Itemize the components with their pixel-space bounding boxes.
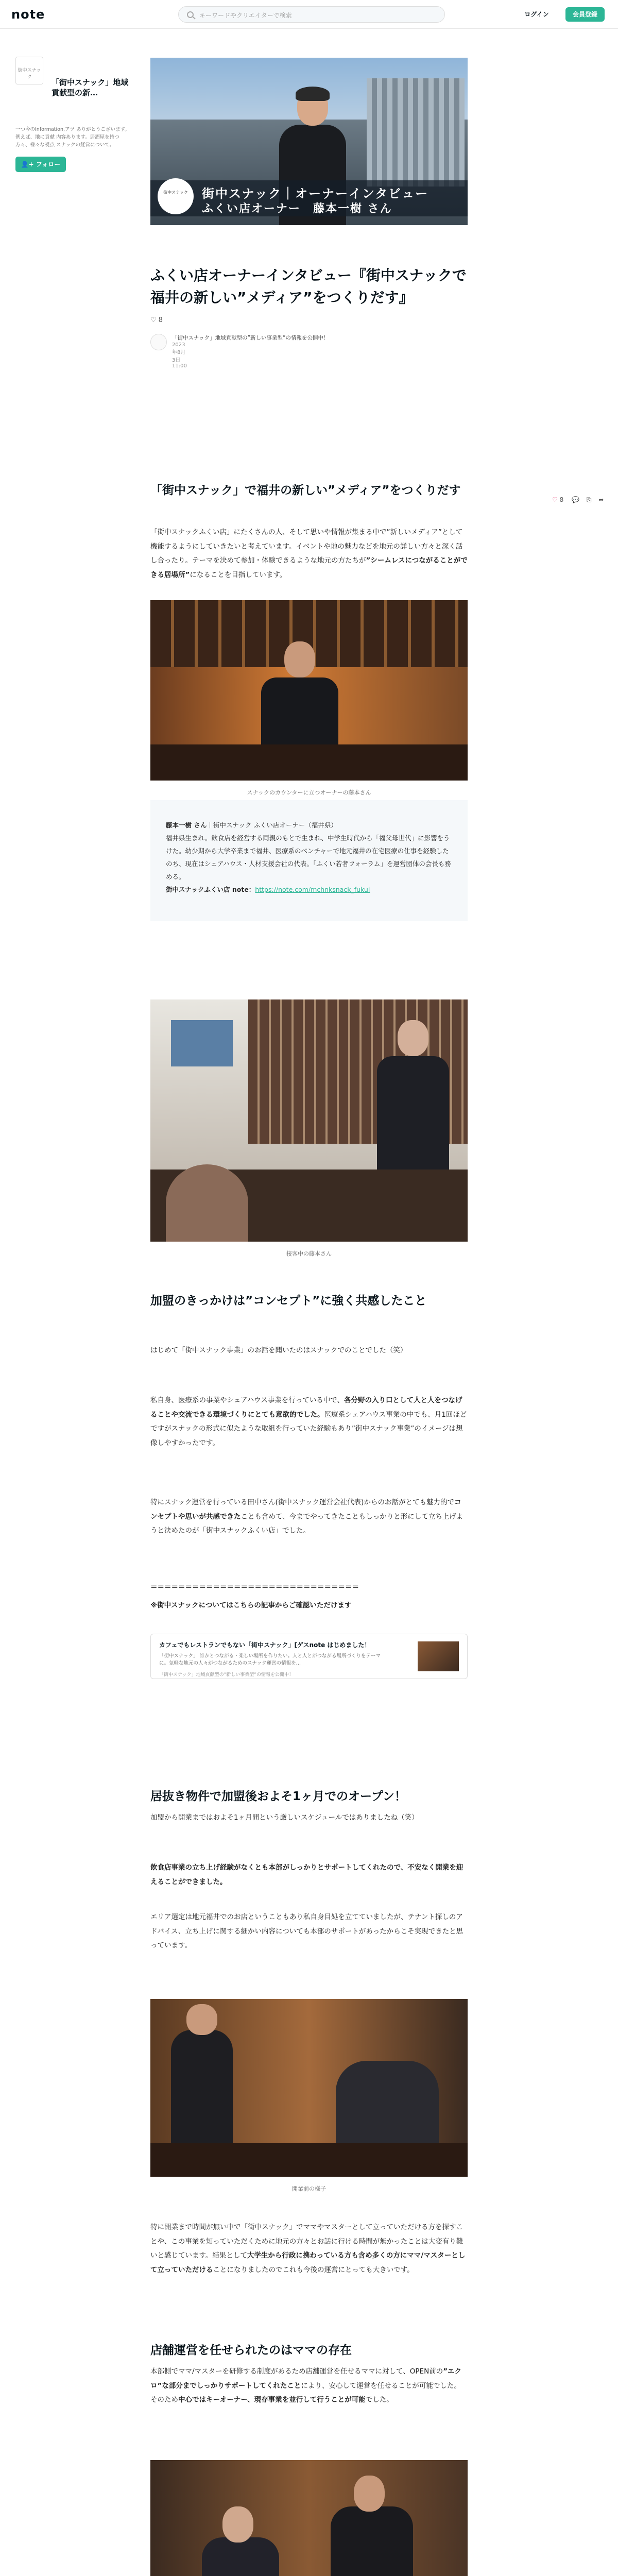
publish-date: 2023年8月3日 11:00 <box>172 342 187 369</box>
profile-link[interactable]: https://note.com/mchnksnack_fukui <box>255 886 370 893</box>
paragraph: 加盟から開業まではおよそ1ヶ月間という厳しいスケジュールではありましたね（笑） <box>150 1814 419 1822</box>
signup-button[interactable]: 会員登録 <box>565 7 605 22</box>
login-button[interactable]: ログイン <box>524 11 549 18</box>
embed-thumbnail <box>418 1641 459 1671</box>
author-avatar[interactable] <box>150 334 167 350</box>
follow-label: フォロー <box>36 160 61 168</box>
follow-button[interactable] <box>15 157 66 172</box>
article-title: ふくい店オーナーインタビュー『街中スナックで福井の新しい”メディア”をつくりだす』 <box>150 267 467 307</box>
top-header <box>0 0 618 29</box>
magazine-sidebar <box>15 57 129 172</box>
embed-title: カフェでもレストランでもない「街中スナック」[ゲスnote はじめました！ <box>159 1641 371 1649</box>
follow-icon: 👤+ <box>21 160 34 168</box>
paragraph: 本部側でママ/マスターを研修する制度があるため店舗運営を任せるママに対して、OPEN前の”エクロ”な部分までしっかりサポートしてくれたことにより、安心して運営を任せることが可能でした。そのため中心ではキーオーナー、現存事業を並行して行うことが可能でした。 <box>150 2367 462 2404</box>
photo-owner-and-mama <box>150 2460 468 2576</box>
photo-counter-owner <box>150 600 468 781</box>
heart-icon[interactable]: ♡ <box>150 316 157 324</box>
section-heading-2: 加盟のきっかけは”コンセプト”に強く共感したこと <box>150 1294 427 1308</box>
paragraph: 「街中スナックふくい店」にたくさんの人、そして思いや情報が集まる中で”新しいメディア”として機能するようにしていきたいと考えています。イベントや地の魅力などを地元の詳しい方々と深く話し合ったり。テーマを決めて参加・体験できるような地元の方たちが”シームレスにつながることができる居場所”になることを目指しています。 <box>150 528 468 580</box>
hero-title-line1: 街中スナック｜オーナーインタビュー <box>202 187 429 201</box>
hero-image <box>150 58 468 225</box>
search-input[interactable] <box>178 6 445 23</box>
search-placeholder: キーワードやクリエイターで検索 <box>199 12 292 19</box>
hero-title-line2: ふくい店オーナー 藤本一樹 さん <box>202 202 392 215</box>
profile-name: 藤本一樹 さん <box>166 821 207 829</box>
author-name[interactable]: 「街中スナック」地域貢献型の”新しい事業型”の情報を公開中！ <box>172 335 329 341</box>
paragraph: 飲食店事業の立ち上げ経験がなくとも本部がしっかりとサポートしてくれたので、不安なく開業を迎えることができました。 <box>150 1863 464 1886</box>
photo-caption: スナックのカウンターに立つオーナーの藤本さん <box>247 789 371 796</box>
embed-description: 「街中スナック」 誰かとつながる・楽しい場所を作りたい。人と人とがつながる場所づくりをテーマに。気軽な地元の人々がつながるためのスナック運営の情報を… <box>159 1653 381 1667</box>
magazine-thumbnail[interactable]: 街中スナック <box>15 57 43 84</box>
like-row <box>150 316 163 324</box>
separator-line: ＝＝＝＝＝＝＝＝＝＝＝＝＝＝＝＝＝＝＝＝＝＝＝＝＝＝＝＝＝＝ <box>150 1583 359 1591</box>
bookmark-icon[interactable]: ⎘ <box>586 496 592 503</box>
paragraph: はじめて「街中スナック事業」のお話を聞いたのはスナックでのことでした（笑） <box>150 1346 407 1354</box>
paragraph: 特にスナック運営を行っている田中さん(街中スナック運営会社代表)からのお話がとても魅力的でコンセプトや思いが共感できたことも含めて、今までやってきたこともしっかりと形にして立ち上げようと決めたのが「街中スナックふくい店」でした。 <box>150 1498 464 1535</box>
section-heading-3: 居抜き物件で加盟後およそ1ヶ月でのオープン！ <box>150 1790 406 1803</box>
magazine-title[interactable]: 「街中スナック」地域貢献型の新… <box>52 78 129 98</box>
photo-before-opening <box>150 1999 468 2177</box>
search-icon <box>187 11 194 18</box>
profile-note: 街中スナックふくい店 note： <box>166 886 255 893</box>
photo-caption: 開業前の様子 <box>292 2185 326 2192</box>
like-count-side: 8 <box>559 496 564 503</box>
embedded-article-card[interactable] <box>150 1634 468 1679</box>
side-action-bar <box>552 496 614 506</box>
heart-icon[interactable]: ♡ <box>552 496 558 503</box>
photo-serving <box>150 999 468 1242</box>
paragraph: 特に開業まで時間が無い中で「街中スナック」でママやマスターとして立っていただける方を探すことや、この事業を知っていただくために地元の方々とお話に行ける時間が無かったことは大変有り難いと感じています。結果として大学生から行政に携わっている方も含め多くの方にママ/マスターとして立っていただけることになりましたのでこれも今後の運営にとっても大きいです。 <box>150 2223 466 2275</box>
paragraph: エリア選定は地元福井でのお店ということもあり私自身目処を立てていましたが、テナント探しのアドバイス、立ち上げに関する細かい内容についても本部のサポートがあったからこそ実現できたと思っています。 <box>150 1913 464 1950</box>
hero-badge: 街中スナック <box>158 178 194 214</box>
comment-icon[interactable]: 💬 <box>572 496 580 503</box>
section-heading-4: 店舗運営を任せられたのはママの存在 <box>150 2344 352 2357</box>
share-icon[interactable]: ➦ <box>598 496 604 503</box>
profile-role: ｜街中スナック ふくい店オーナー（福井県） <box>207 821 337 829</box>
profile-body: 福井県生まれ。飲食店を経営する両親のもとで生まれ、中学生時代から「福父母世代」に影響をうけた。幼少期から大学卒業まで福井、医療系のベンチャーで地元福井の在宅医療の仕事を経験したのち、現在はシェアハウス・人材支援会社の代表。「ふくい若者フォーラム」を運営団体の会長も務める。 <box>166 834 451 880</box>
note-logo[interactable]: note <box>11 7 45 22</box>
embed-intro: ※街中スナックについてはこちらの記事からご確認いただけます <box>150 1601 352 1609</box>
paragraph: 私自身、医療系の事業やシェアハウス事業を行っている中で、各分野の入り口として人と人をつなげることや交流できる環境づくりにとても意欲的でした。医療系シェアハウス事業の中でも、月1回ほどですがスナックの形式に似たような取組を行っていた経験もあり”街中スナック事業”のイメージは想像しやすかったです。 <box>150 1396 467 1448</box>
photo-caption: 接客中の藤本さん <box>286 1250 332 1257</box>
magazine-description: 一つ今のInformation,アツ ありがとうございます。例えば、地に貢献 内容あります。居酒屋を持つ方々、様々な視点 スナックの経営について。 <box>15 127 130 148</box>
like-count: 8 <box>158 316 163 324</box>
profile-box <box>150 800 468 921</box>
embed-source: 「街中スナック」地域貢献型の”新しい事業型”の情報を公開中！ <box>159 1672 294 1677</box>
section-heading-1: 「街中スナック」で福井の新しい”メディア”をつくりだす <box>150 484 461 497</box>
